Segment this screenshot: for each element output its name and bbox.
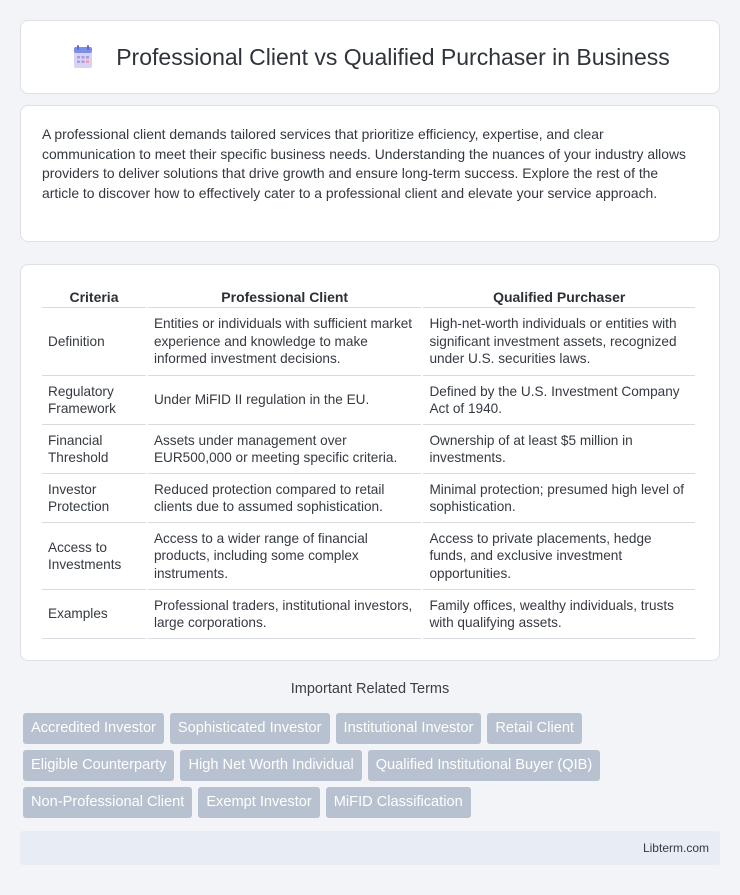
header-professional-client: Professional Client (148, 285, 422, 308)
related-terms-list (23, 713, 723, 824)
table-row (42, 308, 695, 376)
related-term-tag[interactable]: MiFID Classification (326, 787, 471, 818)
criteria-cell: Investor Protection (42, 474, 146, 523)
footer-site-link[interactable]: Libterm.com (642, 841, 709, 855)
related-term-tag[interactable]: High Net Worth Individual (180, 750, 361, 781)
comparison-card (20, 264, 720, 661)
table-row (42, 523, 695, 590)
professional-client-cell: Under MiFID II regulation in the EU. (148, 376, 422, 425)
intro-card (20, 105, 720, 242)
qualified-purchaser-cell: Access to private placements, hedge funds, and exclusive investment opportunities. (423, 523, 695, 590)
table-row (42, 376, 695, 425)
document-icon (70, 44, 96, 70)
related-term-tag[interactable]: Qualified Institutional Buyer (QIB) (368, 750, 601, 781)
criteria-cell: Financial Threshold (42, 425, 146, 474)
table-row (42, 474, 695, 523)
related-term-tag[interactable]: Eligible Counterparty (23, 750, 174, 781)
qualified-purchaser-cell: High-net-worth individuals or entities with significant investment assets, recognized under U.S. securities laws. (423, 308, 695, 376)
professional-client-cell: Assets under management over EUR500,000 or meeting specific criteria. (148, 425, 422, 474)
related-term-tag[interactable]: Exempt Investor (198, 787, 319, 818)
criteria-cell: Examples (42, 590, 146, 639)
criteria-cell: Regulatory Framework (42, 376, 146, 425)
table-row (42, 590, 695, 639)
criteria-cell: Access to Investments (42, 523, 146, 590)
qualified-purchaser-cell: Defined by the U.S. Investment Company Act of 1940. (423, 376, 695, 425)
related-term-tag[interactable]: Sophisticated Investor (170, 713, 330, 744)
professional-client-cell: Access to a wider range of financial products, including some complex instruments. (148, 523, 422, 590)
professional-client-cell: Professional traders, institutional investors, large corporations. (148, 590, 422, 639)
footer (20, 831, 720, 865)
page-title: Professional Client vs Qualified Purchaser in Business (116, 43, 670, 70)
comparison-table (40, 285, 697, 639)
professional-client-cell: Entities or individuals with sufficient market experience and knowledge to make informed investment decisions. (148, 308, 422, 376)
header-criteria: Criteria (42, 285, 146, 308)
header-card (20, 20, 720, 94)
criteria-cell: Definition (42, 308, 146, 376)
qualified-purchaser-cell: Family offices, wealthy individuals, trusts with qualifying assets. (423, 590, 695, 639)
related-term-tag[interactable]: Non-Professional Client (23, 787, 192, 818)
table-header-row (42, 285, 695, 308)
related-terms-title: Important Related Terms (290, 681, 450, 697)
table-row (42, 425, 695, 474)
qualified-purchaser-cell: Minimal protection; presumed high level of sophistication. (423, 474, 695, 523)
qualified-purchaser-cell: Ownership of at least $5 million in investments. (423, 425, 695, 474)
header-qualified-purchaser: Qualified Purchaser (423, 285, 695, 308)
related-term-tag[interactable]: Retail Client (487, 713, 582, 744)
related-term-tag[interactable]: Institutional Investor (336, 713, 482, 744)
related-term-tag[interactable]: Accredited Investor (23, 713, 164, 744)
professional-client-cell: Reduced protection compared to retail clients due to assumed sophistication. (148, 474, 422, 523)
intro-text: A professional client demands tailored services that prioritize efficiency, expertise, and clear communication to meet their specific business needs. Understanding the nuances of your industry allows providers to deliver solutions that drive growth and ensure long-term success. Explore the rest of the article to discover how to effectively cater to a professional client and elevate your service approach. (42, 126, 686, 201)
